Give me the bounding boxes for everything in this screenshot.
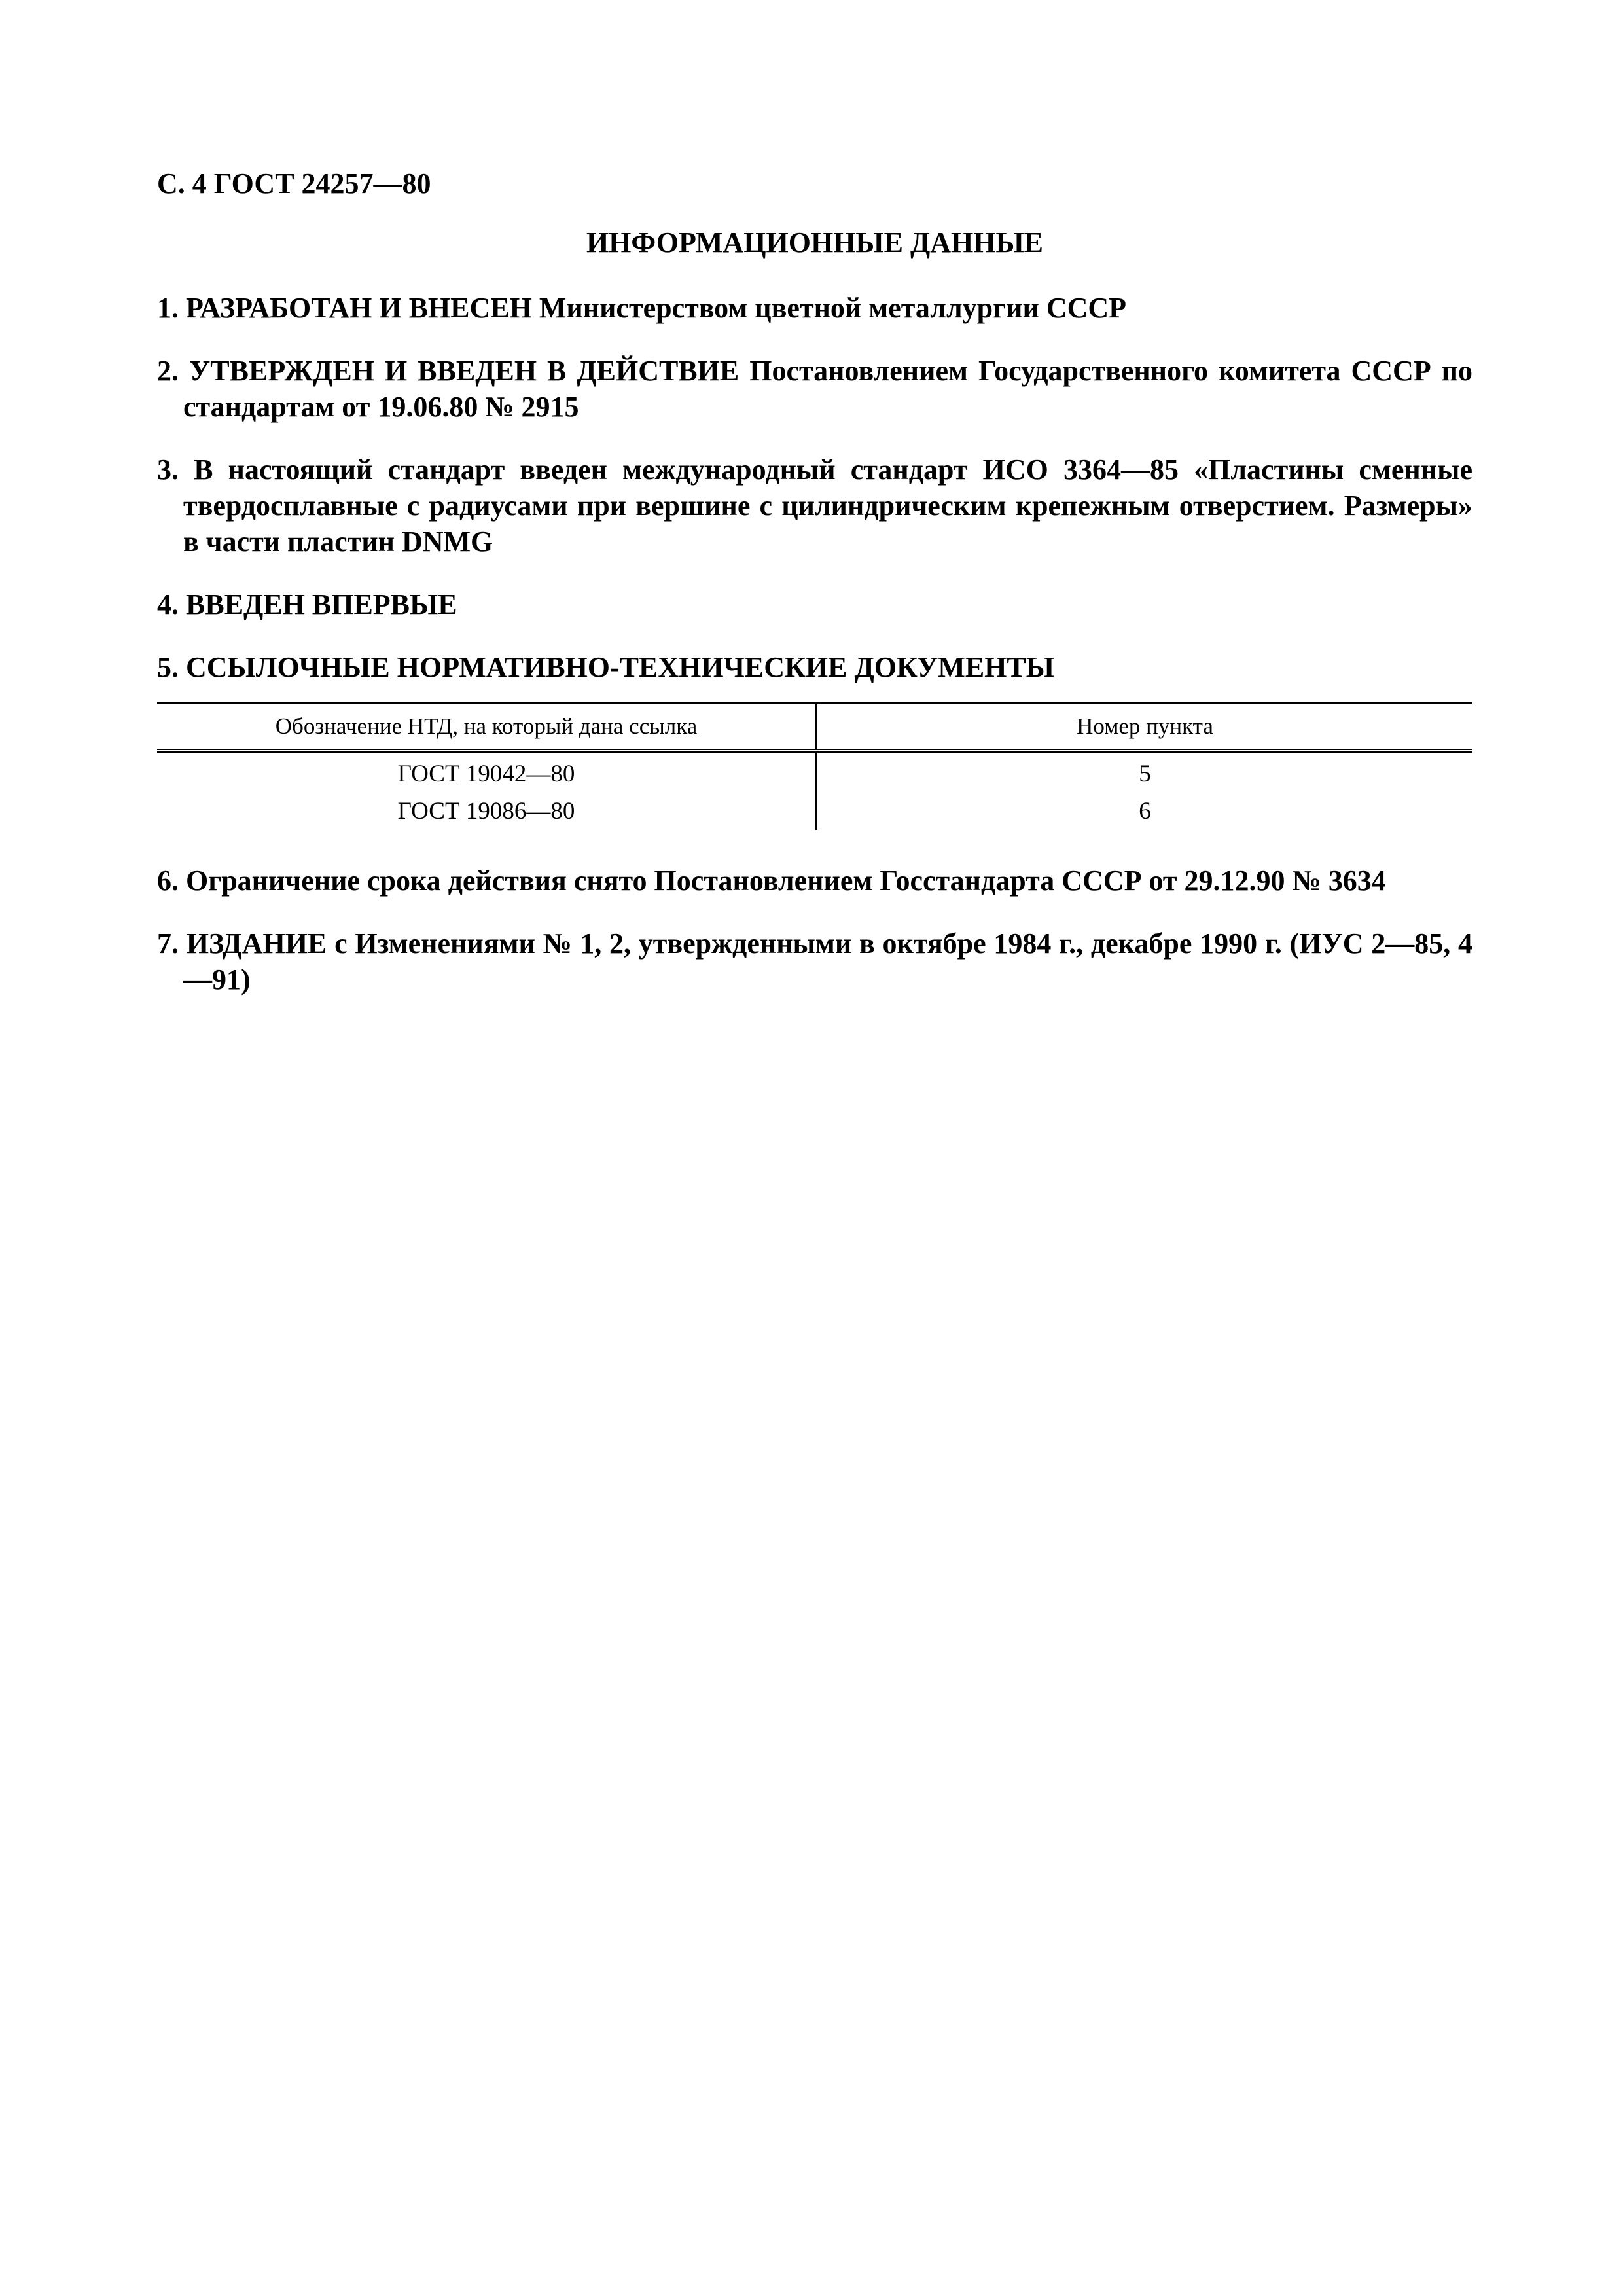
item-number: 1.	[157, 292, 179, 324]
info-item-1	[157, 290, 1472, 326]
item-number: 7.	[157, 927, 179, 960]
table-cell-clause-number: 5	[1139, 761, 1151, 787]
table-cell-designation: ГОСТ 19086—80	[157, 793, 817, 830]
info-item-6	[157, 863, 1472, 899]
item-number: 5.	[157, 651, 179, 683]
column-header-clause-number: Номер пункта	[817, 704, 1473, 751]
table-row	[157, 751, 1472, 793]
info-item-3	[157, 452, 1472, 560]
table-row	[157, 793, 1472, 830]
reference-documents-table	[157, 702, 1472, 830]
item-lead: ИЗДАНИЕ	[186, 927, 327, 960]
item-number: 3.	[157, 454, 179, 486]
item-lead: ВВЕДЕН ВПЕРВЫЕ	[186, 588, 457, 620]
item-number: 4.	[157, 588, 179, 620]
item-number: 2.	[157, 355, 179, 387]
info-item-4	[157, 586, 1472, 622]
table-cell-clause-number: 6	[1139, 798, 1151, 825]
item-text: с Изменениями № 1, 2, утвержденными в октябре 1984 г., декабре 1990 г. (ИУС 2—85, 4—91)	[183, 927, 1473, 996]
table-header-row	[157, 704, 1472, 751]
item-number: 6.	[157, 865, 179, 897]
info-item-7	[157, 925, 1472, 997]
column-header-designation: Обозначение НТД, на который дана ссылка	[157, 704, 817, 751]
info-item-2	[157, 353, 1472, 425]
section-title: ИНФОРМАЦИОННЫЕ ДАННЫЕ	[586, 226, 1044, 259]
info-item-5	[157, 649, 1472, 685]
item-text: Министерством цветной металлургии СССР	[539, 292, 1127, 324]
item-text: В настоящий стандарт введен международный стандарт ИСО 3364—85 «Пластины сменные твердосплавные с радиусами при вершине с цилиндрическим крепежным отверстием. Размеры» в части пластин DNMG	[183, 454, 1472, 558]
item-lead: ССЫЛОЧНЫЕ НОРМАТИВНО-ТЕХНИЧЕСКИЕ ДОКУМЕНТЫ	[186, 651, 1054, 683]
item-lead: УТВЕРЖДЕН И ВВЕДЕН В ДЕЙСТВИЕ	[188, 355, 740, 387]
table-cell-designation: ГОСТ 19042—80	[157, 751, 817, 793]
page-header: С. 4 ГОСТ 24257—80	[157, 168, 431, 200]
item-text: Постановлением Государственного комитета СССР по стандартам от 19.06.80 № 2915	[183, 355, 1473, 423]
item-text: Ограничение срока действия снято Постановлением Госстандарта СССР от 29.12.90 № 3634	[186, 865, 1386, 897]
item-lead: РАЗРАБОТАН И ВНЕСЕН	[186, 292, 532, 324]
document-page	[157, 167, 1472, 1024]
